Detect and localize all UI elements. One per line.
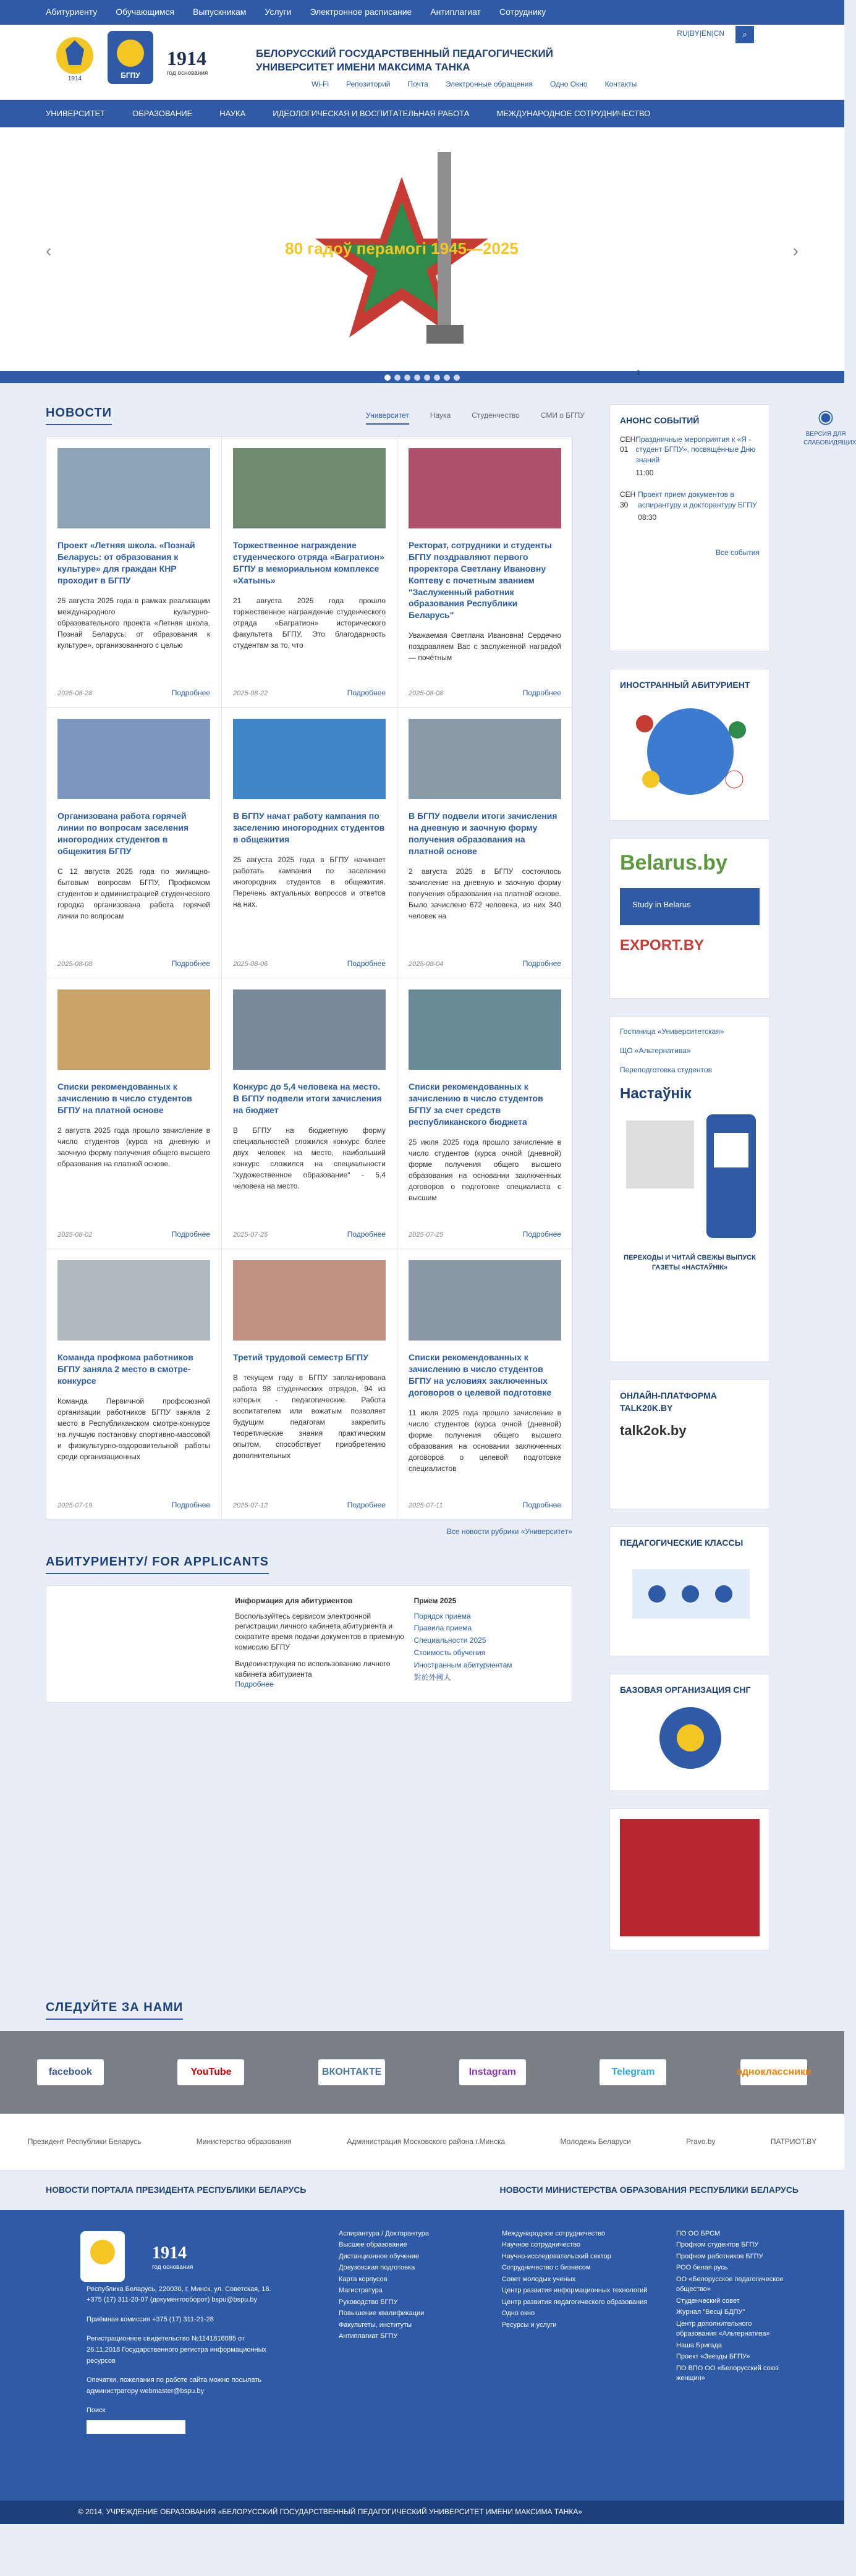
header [0,25,844,100]
nastavnik-logo[interactable]: Настаўнік [620,1085,692,1103]
applicants-info-heading: Информация для абитуриентов [235,1596,353,1605]
news-headline[interactable]: Ректорат, сотрудники и студенты БГПУ поздравляют первого проректора Светлану Ивановну Коптеву с почетным званием "Заслуженный работник образования Республики Беларусь" [409,540,552,621]
news-date: 2025-08-28 [57,689,93,697]
hotel-link[interactable]: Гостиница «Университетская» [620,1027,724,1036]
all-events-link[interactable]: Все события [715,548,760,557]
news-more-link[interactable]: Подробнее [171,1230,210,1239]
news-tab[interactable]: Университет [366,410,409,425]
news-more-link[interactable]: Подробнее [522,959,561,968]
news-date: 2025-08-04 [409,960,444,968]
social-link-1[interactable]: YouTube [177,2059,244,2085]
nav-item[interactable]: ИДЕОЛОГИЧЕСКАЯ И ВОСПИТАТЕЛЬНАЯ РАБОТА [273,108,470,118]
event-title[interactable]: Праздничные мероприятия к «Я - студент БГПУ», посвящённые Дню знаний [635,434,756,465]
talk-title: ОНЛАЙН-ПЛАТФОРМА TALK20K.BY [620,1391,717,1413]
classroom-icon [620,1557,761,1631]
admission-heading: Прием 2025 [413,1596,457,1605]
social-link-0[interactable]: facebook [37,2059,104,2085]
news-excerpt: 25 августа 2025 года в рамках реализации международного культурно-образовательного проекта «Летняя школа. Познай Беларусь: от образования к культуре», организованного с целью [57,596,210,650]
news-card[interactable] [222,708,397,978]
alternativa-link[interactable]: ЩО «Альтернатива» [620,1046,691,1055]
quick-link[interactable]: Контакты [604,80,637,88]
news-image[interactable] [409,448,561,528]
news-headline[interactable]: Проект «Летняя школа. «Познай Беларусь: от образования к культуре» для граждан КНР проходит в БГПУ [57,540,195,585]
event-date: СЕН 01 [620,434,636,454]
nav-item[interactable]: УНИВЕРСИТЕТ [46,108,106,118]
footer-link[interactable]: Высшее образование [339,2241,407,2249]
news-image[interactable] [233,448,386,528]
news-excerpt: В БГПУ на бюджетную форму специальностей сложился конкурс более двух человек на место, наибольший конкурс сложился на специальности "художественное образование" - 5,4 человека на место. [233,1125,386,1190]
top-menu-item[interactable]: Сотруднику [499,7,546,17]
footer-link[interactable]: Научно-исследовательский сектор [502,2252,611,2260]
news-excerpt: Команда Первичной профсоюзной организации работников БГПУ заняла 2 место в Республиканском смотре-конкурсе на лучшую постановку спортивно-массовой и физкультурно-оздоровительной работы среди организационных [57,1396,210,1461]
top-menu-item[interactable]: Электронное расписание [310,7,412,17]
news-excerpt: 21 августа 2025 года прошло торжественное награждение студенческого отряда «Багратион» исторического факультета БГПУ. Это благодарность студентам за то, что [233,596,386,650]
event-time: 11:00 [635,468,654,477]
news-tab[interactable]: Студенчество [472,411,520,420]
news-date: 2025-08-06 [233,960,268,968]
nastavnik-caption: ПЕРЕХОДЫ И ЧИТАЙ СВЕЖЫ ВЫПУСК ГАЗЕТЫ «НАСТАЎНІК» [624,1254,756,1271]
news-card[interactable] [397,708,573,978]
events-widget [609,404,770,651]
follow-title: СЛЕДУЙТЕ ЗА НАМИ [46,1999,183,2020]
footer-link[interactable]: Журнал "Весці БДПУ" [676,2308,745,2316]
footer-link[interactable]: Центр развития информационных технологий [502,2287,648,2295]
news-more-link[interactable]: Подробнее [347,688,386,698]
news-headline[interactable]: Списки рекомендованных к зачислению в число студентов БГПУ на условиях заключенных договоров о целевой подготовке [409,1352,552,1397]
footer-link[interactable]: Аспирантура / Докторантура [339,2229,429,2237]
language-switcher[interactable]: RU|BY|EN|CN [677,29,724,38]
top-bar [0,0,844,25]
google-translate-select[interactable] [87,2420,185,2434]
services-widget [609,1016,770,1362]
news-date: 2025-07-12 [233,1501,268,1509]
news-excerpt: 25 августа 2025 года в БГПУ начинает работать кампания по заселению иногородних студентов в общежития. Перечень актуальных вопросов и ответов на них. [233,855,386,909]
events-title: АНОНС СОБЫТИЙ [620,415,700,425]
news-headline[interactable]: Команда профкома работников БГПУ заняла 2 место в смотре-конкурсе [57,1352,193,1386]
ministry-news-title[interactable]: НОВОСТИ МИНИСТЕРСТВА ОБРАЗОВАНИЯ РЕСПУБЛИКИ БЕЛАРУСЬ [499,2185,799,2195]
news-card[interactable] [46,708,222,978]
news-image[interactable] [233,989,386,1070]
victory-banner [285,140,544,375]
news-more-link[interactable]: Подробнее [347,959,386,968]
footer-link[interactable]: Центр развития педагогического образования [502,2298,648,2306]
footer-link[interactable]: Студенческий совет [676,2297,740,2305]
talk-logo: talk2ok.by [620,1423,687,1439]
news-image[interactable] [233,719,386,799]
news-image[interactable] [57,448,210,528]
banner-text: 80 гадоў перамогі 1945—2025 [285,239,519,258]
international-banner [620,1819,760,1936]
footer-link[interactable]: Довузовская подготовка [339,2264,415,2272]
news-headline[interactable]: Организована работа горячей линии по вопросам заселения иногородних студентов в общежития БГПУ [57,811,189,856]
news-image[interactable] [233,1260,386,1341]
news-card[interactable] [397,437,573,708]
news-excerpt: 11 июля 2025 года прошло зачисление в число студентов (курса очной (дневной) форме получения общего высшего образования на основании заключенных договоров о целевой подготовке специалистов [409,1408,561,1473]
foreign-applicant-widget[interactable] [609,669,770,821]
news-card[interactable] [46,1249,222,1520]
talk-widget[interactable] [609,1379,770,1509]
founding-year: 1914 [167,47,206,69]
news-date: 2025-07-11 [409,1501,443,1509]
news-excerpt: С 12 августа 2025 года по жилищно-бытовым вопросам БГПУ, Профкомом студентов и администрацией студенческого городка организована работа горячей линии по вопросам [57,866,210,920]
footer-webmaster: Опечатки, пожелания по работе сайта можно посылать администратору webmaster@bspu.by [87,2376,261,2395]
top-menu-item[interactable]: Услуги [265,7,292,17]
partner-banner[interactable]: Молодежь Беларуси [560,2137,631,2146]
footer-logo [78,2229,127,2284]
footer-link[interactable]: Дистанционное обучение [339,2252,420,2260]
footer-link[interactable]: Магистратура [339,2287,383,2295]
applicants-title: АБИТУРИЕНТУ/ FOR APPLICANTS [46,1553,269,1574]
news-image[interactable] [409,1260,561,1341]
news-date: 2025-08-08 [409,689,444,697]
footer-link[interactable]: Сотрудничество с бизнесом [502,2264,591,2272]
partner-links-widget [609,838,770,999]
bspu-emblem[interactable] [53,31,96,84]
quick-link[interactable]: Электронные обращения [445,80,533,88]
news-card[interactable] [46,437,222,708]
slide-page: 1 [637,369,641,376]
applicants-box [46,1585,572,1703]
applicants-video: Видеоинструкция по использованию личного кабинета абитуриента [235,1659,391,1679]
news-grid [46,436,572,1520]
news-more-link[interactable]: Подробнее [171,688,210,698]
hero-slider [0,127,844,383]
copyright: © 2014, УЧРЕЖДЕНИЕ ОБРАЗОВАНИЯ «БЕЛОРУССКИЙ ГОСУДАРСТВЕННЫЙ ПЕДАГОГИЧЕСКИЙ УНИВЕРСИТЕТ ИМЕНИ МАКСИМА ТАНКА» [0,2501,844,2524]
partner-banner[interactable]: Администрация Московского района г.Минска [347,2137,506,2146]
social-link-5[interactable]: одноклассники [740,2059,807,2085]
footer-link[interactable]: ПО ВПО ОО «Белорусский союз женщин» [676,2364,779,2383]
footer-link[interactable]: Антиплагиат БГПУ [339,2332,398,2341]
news-headline[interactable]: В БГПУ начат работу кампания по заселению иногородних студентов в общежития [233,811,385,844]
admission-link[interactable]: Правила приема [413,1624,472,1633]
news-date: 2025-07-25 [233,1231,268,1239]
footer-link[interactable]: РОО белая русь [676,2264,728,2272]
study-in-belarus-link[interactable]: Study in Belarus [620,888,760,925]
event-title[interactable]: Проект прием документов в аспирантуру и докторантуру БГПУ [638,489,757,509]
footer-link[interactable]: ПО ОО БРСМ [676,2229,721,2237]
news-excerpt: В текущем году в БГПУ запланирована работа 98 студенческих отрядов, 94 из которых - педагогические. Работа воспитателем или вожатым позволяет будущим педагогам закрепить теоретические знания практическим опытом, способствует приобретению дополнительных [233,1373,386,1460]
news-more-link[interactable]: Подробнее [171,1501,210,1510]
svg-text:1914: 1914 [67,75,82,82]
footer-link[interactable]: Совет молодых ученых [502,2275,576,2283]
news-date: 2025-08-22 [233,689,268,697]
top-menu-item[interactable]: Антиплагиат [430,7,481,17]
news-headline[interactable]: В БГПУ подвели итоги зачисления на дневную и заочную форму получения образования на платной основе [409,811,557,856]
footer-link[interactable]: ОО «Белорусское педагогическое общество» [676,2275,784,2294]
eye-icon: ◉ [817,407,834,427]
footer-link[interactable]: Профком работников БГПУ [676,2252,763,2260]
footer-link[interactable]: Международное сотрудничество [502,2229,606,2237]
quick-link[interactable]: Wi-Fi [311,80,329,88]
news-headline[interactable]: Торжественное награждение студенческого отряда «Багратион» БГПУ в мемориальном комплексе «Хатынь» [233,540,384,585]
main-nav [0,100,844,127]
news-date: 2025-08-08 [57,960,93,968]
top-menu [46,0,799,25]
footer-link[interactable]: Руководство БГПУ [339,2298,398,2306]
belarus-by-link[interactable]: Belarus.by [620,851,727,875]
cis-widget[interactable] [609,1674,770,1791]
footer-link[interactable]: Повышение квалификации [339,2310,425,2318]
president-news-title[interactable]: НОВОСТИ ПОРТАЛА ПРЕЗИДЕНТА РЕСПУБЛИКИ БЕЛАРУСЬ [46,2185,307,2195]
low-vision-version[interactable]: ◉ ВЕРСИЯ ДЛЯ СЛАБОВИДЯЩИХ [803,404,848,447]
news-card[interactable] [222,437,397,708]
news-more-link[interactable]: Подробнее [522,1230,561,1239]
footer-link[interactable]: Факультеты, институты [339,2321,412,2329]
news-image[interactable] [409,719,561,799]
news-headline[interactable]: Списки рекомендованных к зачислению в число студентов БГПУ на платной основе [57,1082,192,1115]
footer-link[interactable]: Профком студентов БГПУ [676,2241,759,2249]
nav-item[interactable]: МЕЖДУНАРОДНОЕ СОТРУДНИЧЕСТВО [496,108,651,118]
slider-prev-icon[interactable]: ‹ [46,241,52,260]
admission-link[interactable]: Порядок приема [413,1611,471,1621]
admission-link[interactable]: 對於外國人 [413,1672,451,1682]
news-more-link[interactable]: Подробнее [347,1501,386,1510]
footer-link[interactable]: Научное сотрудничество [502,2241,581,2249]
partner-banners [0,2114,844,2171]
news-date: 2025-07-25 [409,1231,444,1239]
news-card[interactable] [46,978,222,1249]
social-bar [0,2031,844,2114]
news-more-link[interactable]: Подробнее [171,959,210,968]
quick-link[interactable]: Почта [407,80,428,88]
globe-flags-icon [620,699,761,804]
event-date: СЕН 30 [620,489,636,509]
applicants-info-text: Воспользуйтесь сервисом электронной регистрации личного кабинета абитуриента и сократите время подачи документов в приемную комиссию БГПУ [235,1611,404,1651]
news-image[interactable] [57,719,210,799]
founding-caption: год основания [167,70,208,77]
slider-dots[interactable] [383,375,462,381]
retraining-link[interactable]: Переподготовка студентов [620,1065,712,1074]
quick-links [311,79,654,90]
all-news-link[interactable]: Все новости рубрики «Университет» [446,1527,572,1536]
news-image[interactable] [57,989,210,1070]
admission-links [414,1611,562,1683]
top-menu-item[interactable]: Абитуриенту [46,7,98,17]
cis-emblem-icon [620,1704,761,1772]
social-link-4[interactable]: Telegram [600,2059,666,2085]
footer-link[interactable]: Карта корпусов [339,2275,388,2283]
footer-since: год основания [152,2263,193,2271]
social-link-2[interactable]: ВКОНТАКТЕ [318,2059,385,2085]
admission-link[interactable]: Иностранным абитуриентам [413,1660,512,1669]
footer-link[interactable]: Одно окно [502,2310,535,2318]
university-name: БЕЛОРУССКИЙ ГОСУДАРСТВЕННЫЙ ПЕДАГОГИЧЕСКИЙ УНИВЕРСИТЕТ ИМЕНИ МАКСИМА ТАНКА [256,48,553,74]
bspu-shield-logo[interactable] [103,28,158,87]
news-more-link[interactable]: Подробнее [522,688,561,698]
news-title: НОВОСТИ [46,404,112,425]
red-banner-widget[interactable] [609,1808,770,1951]
news-headline[interactable]: Списки рекомендованных к зачислению в число студентов БГПУ за счет средств республиканского бюджета [409,1082,543,1127]
footer-link[interactable]: Ресурсы и услуги [502,2321,557,2329]
admission-link[interactable]: Специальности 2025 [413,1636,486,1645]
search-button[interactable] [735,26,754,43]
export-by-link[interactable]: EXPORT.BY [620,936,705,954]
svg-text:БГПУ: БГПУ [121,71,140,80]
top-menu-item[interactable]: Обучающимся [116,7,175,17]
footer-link[interactable]: Проект «Звезды БГПУ» [676,2353,750,2361]
social-link-3[interactable]: Instagram [459,2059,526,2085]
news-tab[interactable]: Наука [430,411,451,420]
qr-code-icon[interactable] [620,1114,761,1250]
news-card[interactable] [222,1249,397,1520]
news-date: 2025-07-19 [57,1501,93,1509]
footer-registration: Регистрационное свидетельство №1141816085 от 26.11.2018 Государственного регистра информационных ресурсов [87,2335,267,2365]
news-more-link[interactable]: Подробнее [522,1501,561,1510]
news-excerpt: Уважаемая Светлана Ивановна! Сердечно поздравляем Вас с заслуженной наградой — почётным [409,631,561,663]
search-icon: ⌕ [742,30,747,39]
news-card[interactable] [397,978,573,1249]
news-date: 2025-08-02 [57,1231,93,1239]
news-image[interactable] [409,989,561,1070]
footer-year: 1914 [152,2243,187,2263]
quick-link[interactable]: Одно Окно [549,80,588,88]
news-headline[interactable]: Третий трудовой семестр БГПУ [233,1352,368,1362]
applicants-more-link[interactable]: Подробнее [235,1680,274,1689]
partner-banner[interactable]: ПАТРИОТ.BY [770,2137,817,2146]
event-item[interactable] [620,434,760,478]
nav-item[interactable]: ОБРАЗОВАНИЕ [132,108,193,118]
admission-link[interactable]: Стоимость обучения [413,1648,486,1657]
news-image[interactable] [57,1260,210,1341]
foreign-title: ИНОСТРАННЫЙ АБИТУРИЕНТ [620,680,750,690]
footer-link[interactable]: Наша Бригада [676,2341,722,2349]
partner-banner[interactable]: Pravo.by [686,2137,716,2146]
footer [0,2210,844,2501]
event-time: 08:30 [638,513,657,522]
ped-classes-title: ПЕДАГОГИЧЕСКИЕ КЛАССЫ [620,1538,744,1548]
cis-title: БАЗОВАЯ ОРГАНИЗАЦИЯ СНГ [620,1685,751,1695]
footer-address: Республика Беларусь, 220030, г. Минск, ул. Советская, 18. +375 (17) 311-20-07 (документооборот) bspu@bspu.by [87,2285,271,2304]
news-card[interactable] [222,978,397,1249]
quick-link[interactable]: Репозиторий [345,80,391,88]
footer-search-label: Поиск [87,2407,106,2415]
partner-banner[interactable]: Президент Республики Беларусь [27,2137,142,2146]
news-card[interactable] [397,1249,573,1520]
news-excerpt: 25 июля 2025 года прошло зачисление в число студентов (курса очной (дневной) форме получения общего высшего образования на основании заключенных договоров о подготовке специалиста с высшим [409,1137,561,1202]
footer-link[interactable]: Центр дополнительного образования «Альтернатива» [676,2320,770,2338]
news-excerpt: 2 августа 2025 года прошло зачисление в число студентов (курса на дневную и заочную форму получения общего высшего образования на платной основе. [57,1125,210,1168]
event-item[interactable] [620,489,760,523]
nav-item[interactable]: НАУКА [219,108,246,118]
ped-classes-widget[interactable] [609,1527,770,1656]
news-headline[interactable]: Конкурс до 5,4 человека на место. В БГПУ подвели итоги зачисления на бюджет [233,1082,382,1115]
top-menu-item[interactable]: Выпускникам [193,7,247,17]
news-excerpt: 2 августа 2025 в БГПУ состоялось зачисление на дневную и заочную форму получения образования на платной основе. Было зачислено 672 человека, из них 340 человек на [409,866,561,920]
news-tabs [366,410,606,425]
footer-admissions: Приёмная комиссия +375 (17) 311-21-28 [87,2315,214,2323]
slider-next-icon[interactable]: › [792,241,799,260]
news-more-link[interactable]: Подробнее [347,1230,386,1239]
news-tab[interactable]: СМИ о БГПУ [540,411,585,420]
partner-banner[interactable]: Министерство образования [196,2137,292,2146]
